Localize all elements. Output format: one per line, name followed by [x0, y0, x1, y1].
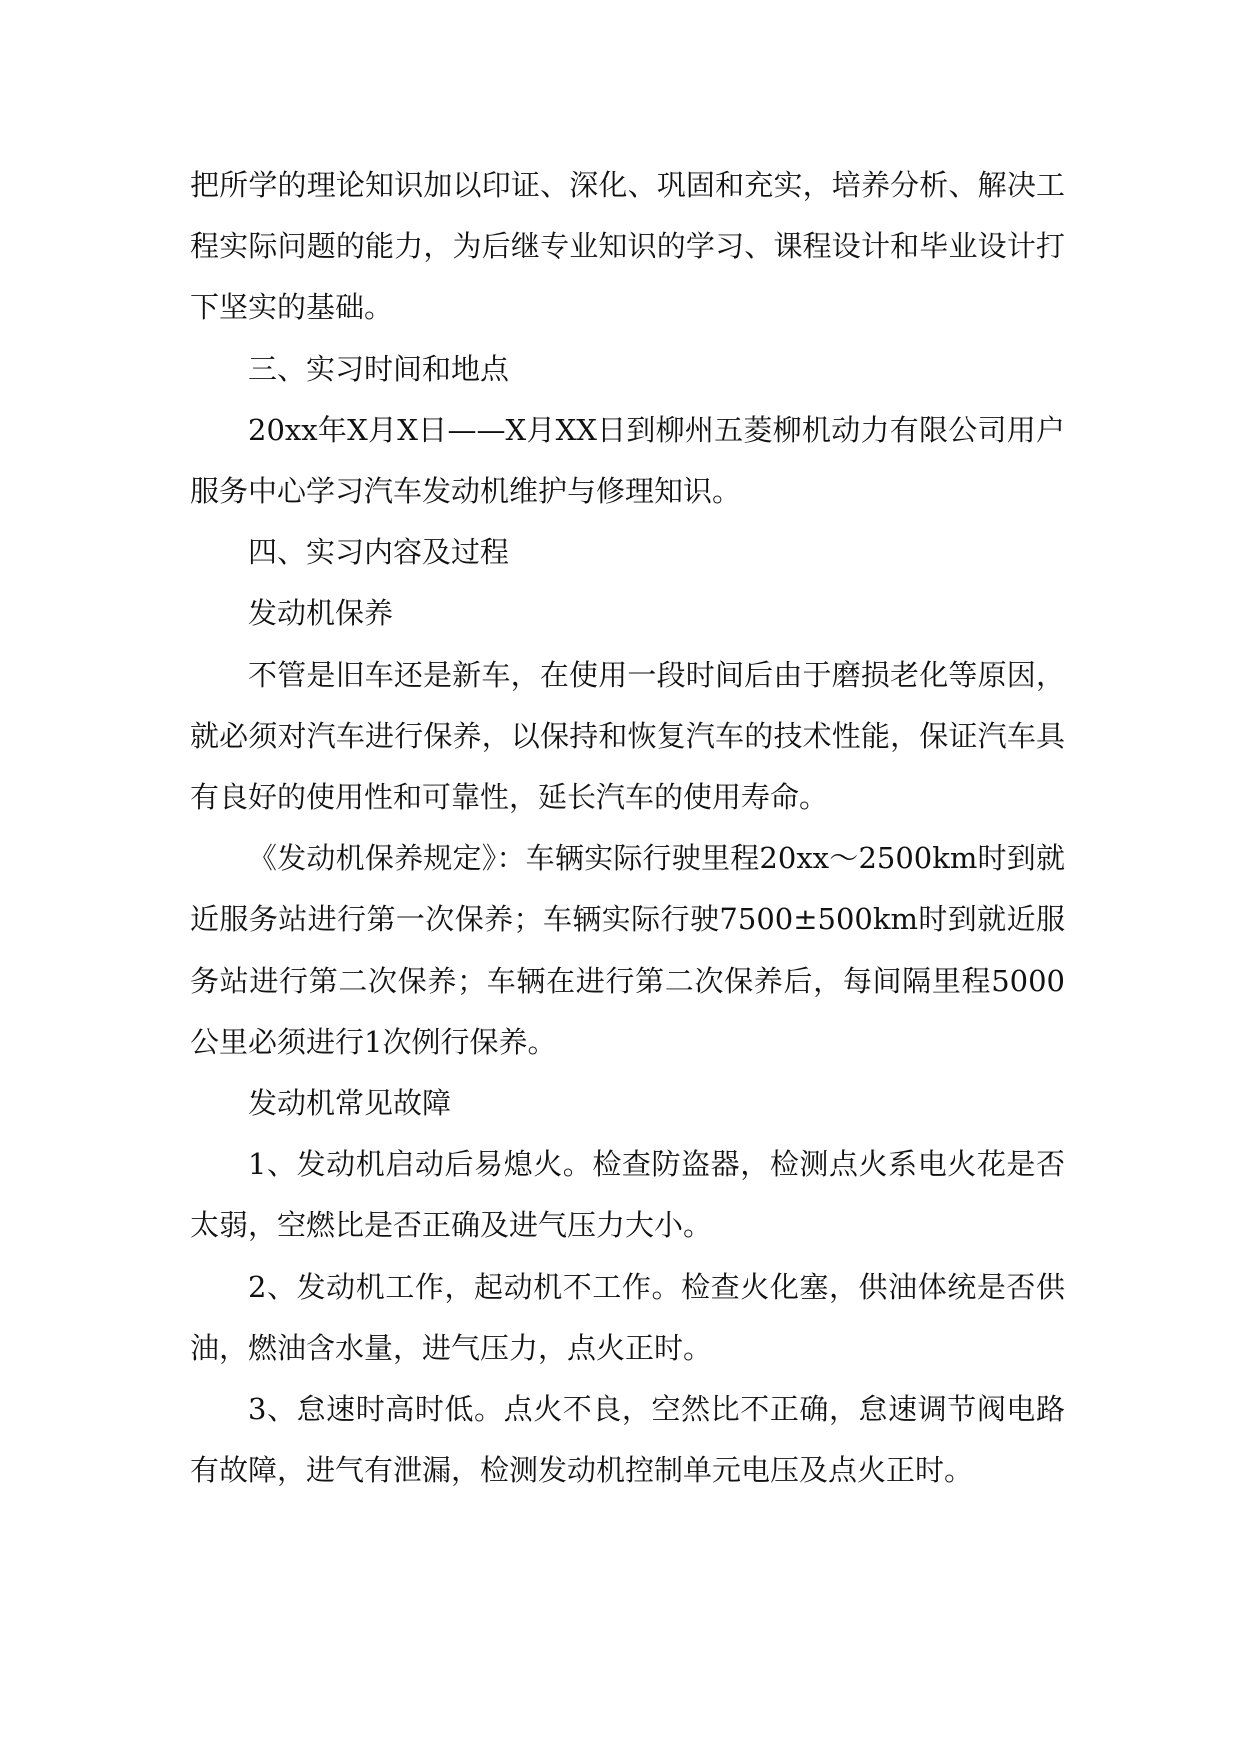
paragraph-maintenance-purpose: 不管是旧车还是新车，在使用一段时间后由于磨损老化等原因，就必须对汽车进行保养，以保持和恢复汽车的技术性能，保证汽车具有良好的使用性和可靠性，延长汽车的使用寿命。 [190, 657, 1065, 815]
subheading-engine-maintenance: 发动机保养 [248, 596, 394, 631]
list-item-fault-2: 2、发动机工作，起动机不工作。检查火化塞，供油体统是否供油，燃油含水量，进气压力，点火正时。 [190, 1269, 1065, 1365]
list-item-fault-1: 1、发动机启动后易熄火。检查防盗器，检测点火系电火花是否太弱，空燃比是否正确及进气压力大小。 [190, 1147, 1065, 1243]
paragraph-maintenance-rules: 《发动机保养规定》：车辆实际行驶里程20xx～2500km时到就近服务站进行第一次保养；车辆实际行驶7500±500km时到就近服务站进行第二次保养；车辆在进行第二次保养后，每间隔里程5000公里必须进行1次例行保养。 [190, 841, 1065, 1059]
document-body [190, 155, 1065, 1501]
paragraph-time-and-place: 20xx年X月X日——X月XX日到柳州五菱柳机动力有限公司用户服务中心学习汽车发动机维护与修理知识。 [190, 412, 1065, 509]
paragraph-objective-continued: 把所学的理论知识加以印证、深化、巩固和充实，培养分析、解决工程实际问题的能力，为后继专业知识的学习、课程设计和毕业设计打下坚实的基础。 [190, 168, 1065, 325]
section-heading-time-and-place: 三、实习时间和地点 [248, 351, 510, 386]
section-heading-content-and-process: 四、实习内容及过程 [248, 535, 510, 570]
list-item-fault-3: 3、怠速时高时低。点火不良，空然比不正确，怠速调节阀电路有故障，进气有泄漏，检测发动机控制单元电压及点火正时。 [190, 1392, 1065, 1488]
subheading-common-faults: 发动机常见故障 [248, 1086, 452, 1121]
